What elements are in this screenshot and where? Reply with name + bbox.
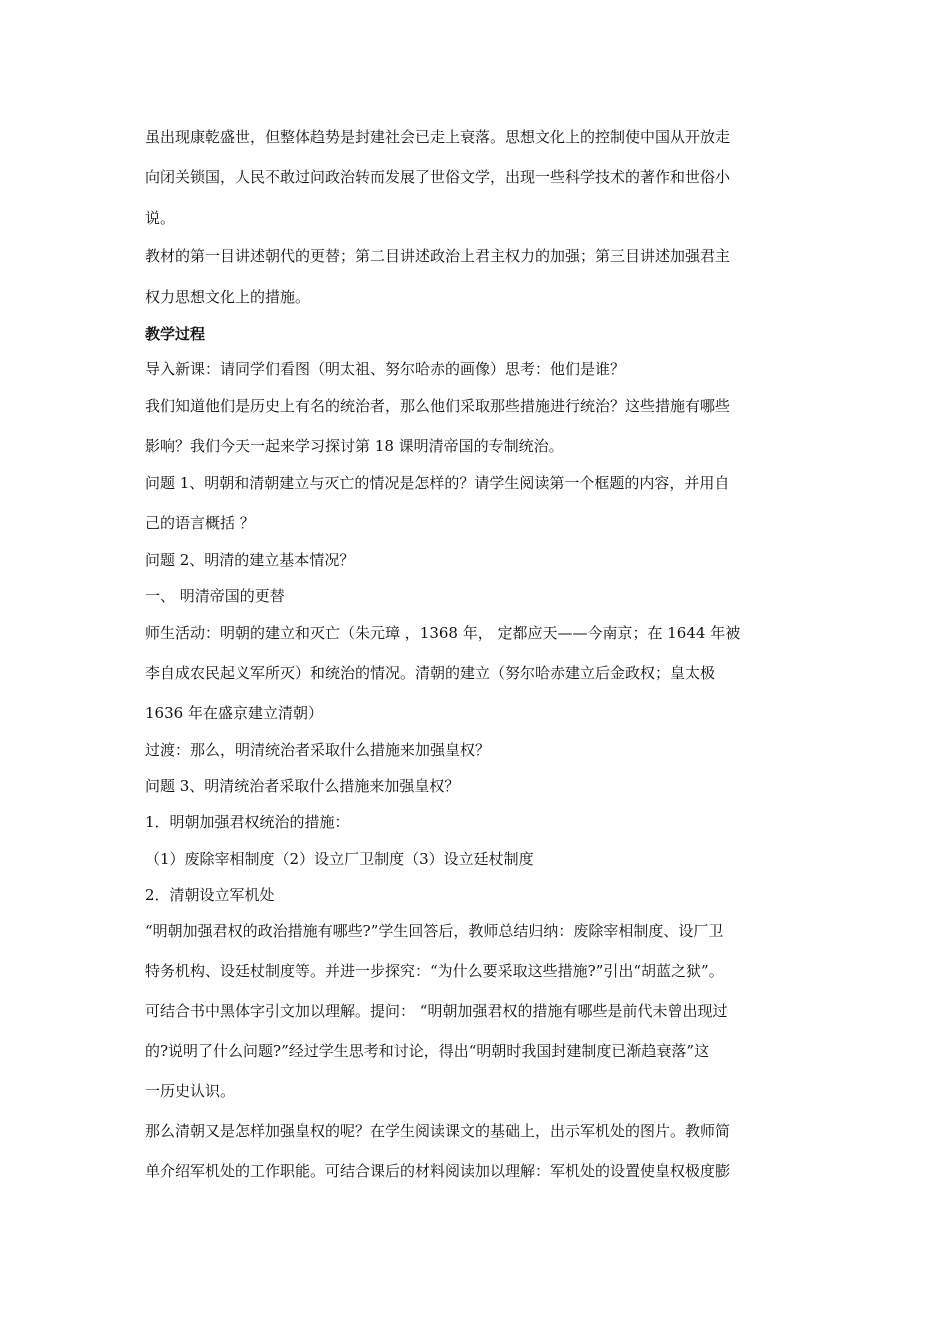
list-item: 1．明朝加强君权统治的措施： <box>145 813 350 831</box>
paragraph-line: 虽出现康乾盛世，但整体趋势是封建社会已走上衰落。思想文化上的控制使中国从开放走 <box>145 128 731 146</box>
paragraph-line: 己的语言概括 ？ <box>145 514 255 532</box>
list-item: 2．清朝设立军机处 <box>145 886 275 904</box>
paragraph-line: 1636 年在盛京建立清朝） <box>145 704 323 722</box>
paragraph-line: 李自成农民起义军所灭）和统治的情况。清朝的建立（努尔哈赤建立后金政权；皇太极 <box>145 664 716 682</box>
paragraph-line: 那么清朝又是怎样加强皇权的呢？在学生阅读课文的基础上，出示军机处的图片。教师简 <box>145 1122 731 1140</box>
paragraph-line: 教材的第一目讲述朝代的更替；第二目讲述政治上君主权力的加强；第三目讲述加强君主 <box>145 247 731 265</box>
paragraph-line: 我们知道他们是历史上有名的统治者，那么他们采取那些措施进行统治？这些措施有哪些 <box>145 397 731 415</box>
paragraph-line: 一历史认识。 <box>145 1082 236 1100</box>
paragraph-line: 影响？我们今天一起来学习探讨第 18 课明清帝国的专制统治。 <box>145 437 564 455</box>
paragraph-line: 的?说明了什么问题?”经过学生思考和讨论，得出“明朝时我国封建制度已渐趋衰落”这 <box>145 1042 710 1060</box>
paragraph-line: 特务机构、设廷杖制度等。并进一步探究：“为什么要采取这些措施?”引出“胡蓝之狱”。 <box>145 962 724 980</box>
paragraph-line: 单介绍军机处的工作职能。可结合课后的材料阅读加以理解：军机处的设置使皇权极度膨 <box>145 1162 731 1180</box>
paragraph-line: “明朝加强君权的政治措施有哪些?”学生回答后，教师总结归纳：废除宰相制度、设厂卫 <box>145 922 724 940</box>
paragraph-line: 导入新课：请同学们看图（明太祖、努尔哈赤的画像）思考：他们是谁？ <box>145 360 626 378</box>
paragraph-line: 说。 <box>145 209 176 227</box>
paragraph-line: 问题 1、明朝和清朝建立与灭亡的情况是怎样的？请学生阅读第一个框题的内容，并用自 <box>145 474 730 492</box>
list-item: （1）废除宰相制度（2）设立厂卫制度（3）设立廷杖制度 <box>145 850 534 868</box>
paragraph-line: 过渡：那么，明清统治者采取什么措施来加强皇权？ <box>145 741 491 759</box>
paragraph-line: 可结合书中黑体字引文加以理解。提问： “明朝加强君权的措施有哪些是前代未曾出现过 <box>145 1002 728 1020</box>
subsection-heading: 一、 明清帝国的更替 <box>145 587 285 605</box>
paragraph-line: 权力思想文化上的措施。 <box>145 288 311 306</box>
paragraph-line: 问题 3、明清统治者采取什么措施来加强皇权？ <box>145 777 460 795</box>
paragraph-line: 向闭关锁国，人民不敢过问政治转而发展了世俗文学，出现一些科学技术的著作和世俗小 <box>145 168 731 186</box>
paragraph-line: 问题 2、明清的建立基本情况？ <box>145 551 355 569</box>
section-heading: 教学过程 <box>145 325 206 343</box>
paragraph-line: 师生活动：明朝的建立和灭亡（朱元璋 ，1368 年， 定都应天——今南京；在 1644 年被 <box>145 624 741 642</box>
